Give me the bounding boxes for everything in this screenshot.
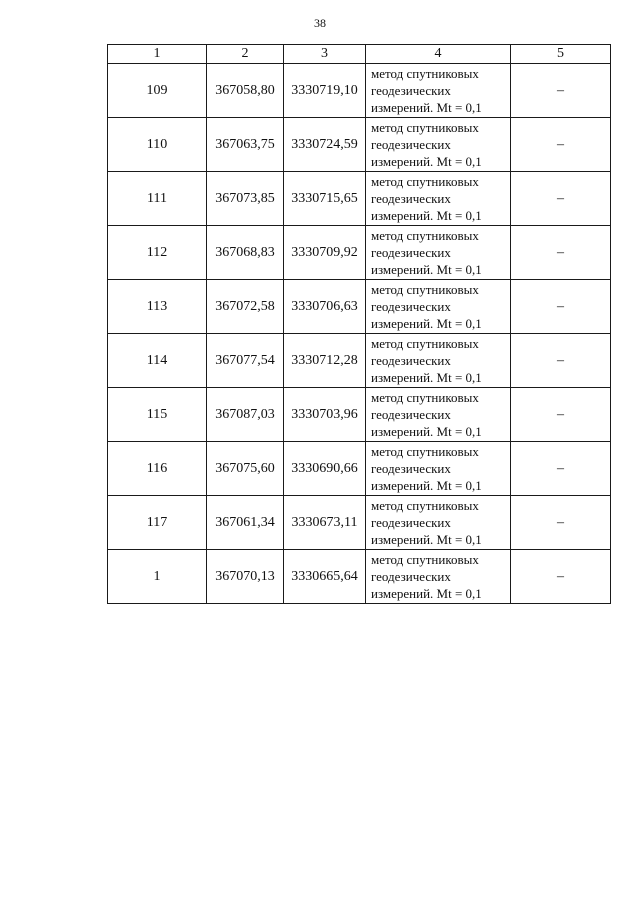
header-cell-2: 2 (207, 45, 284, 64)
point-number-cell: 115 (108, 388, 207, 442)
table-row (108, 550, 611, 604)
method-line: геодезических (371, 191, 451, 206)
method-line: измерений. Mt = 0,1 (371, 100, 482, 115)
method-line: метод спутниковых (371, 228, 479, 243)
point-number-cell: 1 (108, 550, 207, 604)
table-row (108, 118, 611, 172)
table-row (108, 64, 611, 118)
x-coordinate-cell: 367068,83 (207, 226, 284, 280)
x-coordinate-cell: 367077,54 (207, 334, 284, 388)
method-line: метод спутниковых (371, 282, 479, 297)
note-cell: – (511, 388, 611, 442)
method-line: измерений. Mt = 0,1 (371, 208, 482, 223)
table-row (108, 172, 611, 226)
y-coordinate-cell: 3330673,11 (284, 496, 366, 550)
point-number-cell: 112 (108, 226, 207, 280)
method-line: измерений. Mt = 0,1 (371, 532, 482, 547)
note-cell: – (511, 118, 611, 172)
method-cell (366, 442, 511, 496)
method-cell (366, 118, 511, 172)
y-coordinate-cell: 3330709,92 (284, 226, 366, 280)
method-cell (366, 496, 511, 550)
method-line: геодезических (371, 407, 451, 422)
point-number-cell: 116 (108, 442, 207, 496)
note-cell: – (511, 64, 611, 118)
table-row (108, 496, 611, 550)
header-cell-1: 1 (108, 45, 207, 64)
x-coordinate-cell: 367070,13 (207, 550, 284, 604)
method-cell (366, 550, 511, 604)
x-coordinate-cell: 367061,34 (207, 496, 284, 550)
page-number: 38 (314, 16, 326, 30)
x-coordinate-cell: 367075,60 (207, 442, 284, 496)
note-cell: – (511, 442, 611, 496)
method-cell (366, 388, 511, 442)
method-cell (366, 334, 511, 388)
method-line: метод спутниковых (371, 174, 479, 189)
x-coordinate-cell: 367063,75 (207, 118, 284, 172)
method-line: измерений. Mt = 0,1 (371, 316, 482, 331)
method-cell (366, 226, 511, 280)
method-line: геодезических (371, 245, 451, 260)
method-line: геодезических (371, 461, 451, 476)
method-line: измерений. Mt = 0,1 (371, 154, 482, 169)
method-cell (366, 280, 511, 334)
header-cell-5: 5 (511, 45, 611, 64)
method-line: геодезических (371, 515, 451, 530)
x-coordinate-cell: 367087,03 (207, 388, 284, 442)
header-row (108, 45, 611, 64)
table-header (108, 45, 611, 64)
y-coordinate-cell: 3330665,64 (284, 550, 366, 604)
y-coordinate-cell: 3330712,28 (284, 334, 366, 388)
method-line: геодезических (371, 569, 451, 584)
table-row (108, 226, 611, 280)
point-number-cell: 114 (108, 334, 207, 388)
table-row (108, 388, 611, 442)
method-line: метод спутниковых (371, 66, 479, 81)
method-line: измерений. Mt = 0,1 (371, 370, 482, 385)
point-number-cell: 110 (108, 118, 207, 172)
y-coordinate-cell: 3330719,10 (284, 64, 366, 118)
x-coordinate-cell: 367058,80 (207, 64, 284, 118)
method-line: метод спутниковых (371, 498, 479, 513)
note-cell: – (511, 226, 611, 280)
point-number-cell: 117 (108, 496, 207, 550)
note-cell: – (511, 334, 611, 388)
x-coordinate-cell: 367073,85 (207, 172, 284, 226)
method-line: измерений. Mt = 0,1 (371, 424, 482, 439)
table-row (108, 334, 611, 388)
y-coordinate-cell: 3330706,63 (284, 280, 366, 334)
method-line: геодезических (371, 299, 451, 314)
y-coordinate-cell: 3330690,66 (284, 442, 366, 496)
table-body (108, 64, 611, 604)
point-number-cell: 111 (108, 172, 207, 226)
point-number-cell: 109 (108, 64, 207, 118)
method-line: измерений. Mt = 0,1 (371, 478, 482, 493)
method-cell (366, 172, 511, 226)
point-number-cell: 113 (108, 280, 207, 334)
header-cell-3: 3 (284, 45, 366, 64)
x-coordinate-cell: 367072,58 (207, 280, 284, 334)
y-coordinate-cell: 3330703,96 (284, 388, 366, 442)
method-line: измерений. Mt = 0,1 (371, 586, 482, 601)
note-cell: – (511, 280, 611, 334)
table-row (108, 280, 611, 334)
note-cell: – (511, 496, 611, 550)
method-line: метод спутниковых (371, 444, 479, 459)
method-line: геодезических (371, 83, 451, 98)
method-cell (366, 64, 511, 118)
method-line: геодезических (371, 353, 451, 368)
table-row (108, 442, 611, 496)
method-line: метод спутниковых (371, 390, 479, 405)
method-line: измерений. Mt = 0,1 (371, 262, 482, 277)
y-coordinate-cell: 3330715,65 (284, 172, 366, 226)
coordinates-table (107, 44, 611, 604)
y-coordinate-cell: 3330724,59 (284, 118, 366, 172)
method-line: метод спутниковых (371, 552, 479, 567)
method-line: метод спутниковых (371, 336, 479, 351)
note-cell: – (511, 550, 611, 604)
note-cell: – (511, 172, 611, 226)
method-line: метод спутниковых (371, 120, 479, 135)
method-line: геодезических (371, 137, 451, 152)
header-cell-4: 4 (366, 45, 511, 64)
